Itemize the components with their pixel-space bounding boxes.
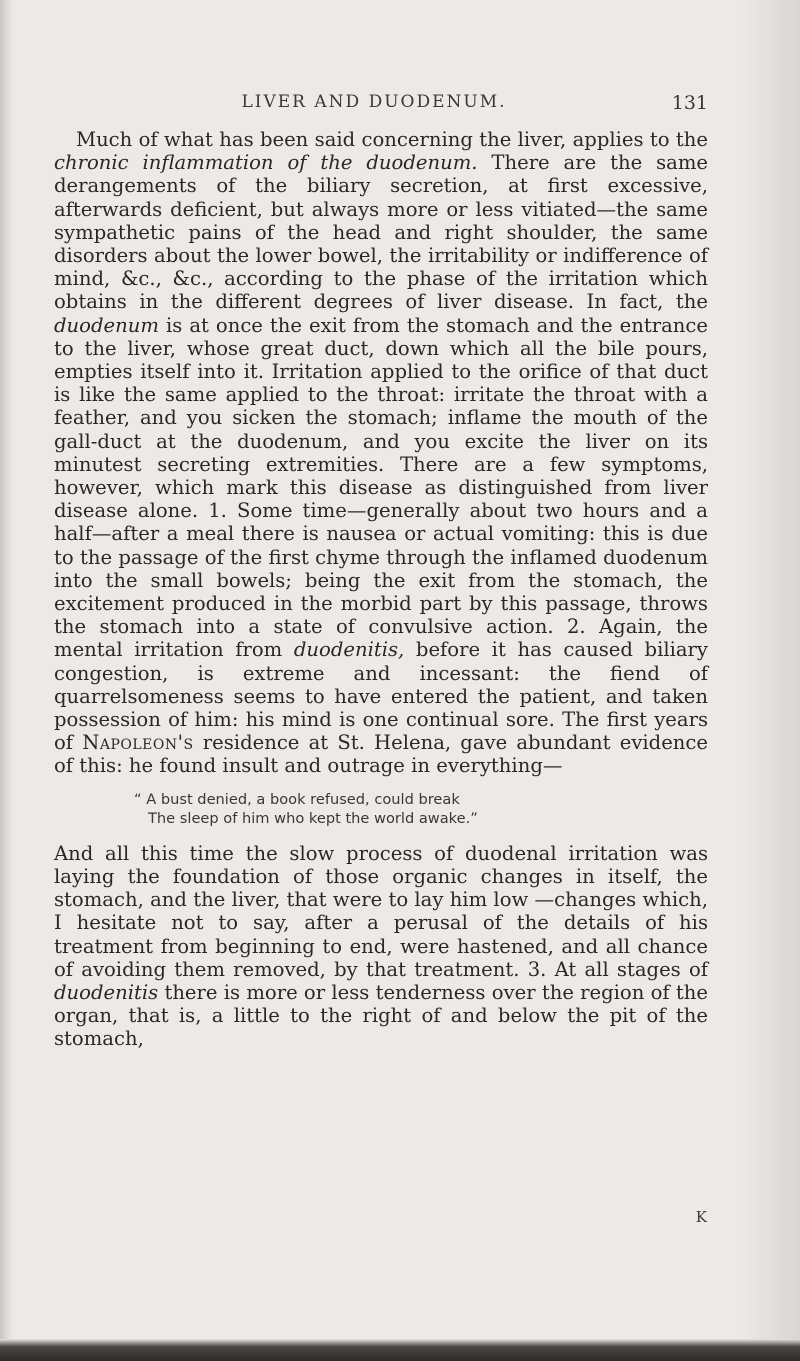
text-run: Much of what has been said concerning the liver, applies to the: [76, 128, 708, 151]
verse-quotation: [54, 790, 708, 828]
text-run: residence at St. Helena, gave abundant evidence of this: he found insult and outrage in everything—: [54, 731, 708, 778]
italic-phrase: duodenum: [54, 313, 159, 337]
paragraph-duodenal-irritation: [54, 842, 708, 1051]
text-run: is at once the exit from the stomach and the entrance to the liver, whose great duct, down which all the bile pours, empties itself into it. Irritation applied to the orifice of that duct is like the same applied to the throat: irritate the throat with a feather, and you sicken the stomach; inflame the mouth of the gall-duct at the duodenum, and you excite the liver on its minutest secreting extremities. There are a few symptoms, however, which mark this disease as distinguished from liver disease alone. 1. Some time—generally about two hours and a half—after a meal there is nausea or actual vomiting: this is due to the passage of the first chyme through the inflamed duodenum into the small bowels; being the exit from the stomach, the excitement produced in the morbid part by this passage, throws the stomach into a state of convulsive action. 2. Again, the mental irritation from: [54, 313, 708, 662]
italic-phrase: chronic inflammation of the duodenum.: [54, 151, 478, 175]
text-run: And all this time the slow process of duodenal irritation was laying the foundation of those organic changes in itself, the stomach, and the liver, that were to lay him low —changes which, I hesitate not to say, after a perusal of the details of his treatment from beginning to end, were hastened, and all chance of avoiding them removed, by that treatment. 3. At all stages of: [54, 841, 708, 981]
page-edge-shadow-left: [0, 0, 14, 1361]
paragraph-chronic-duodenum: [54, 128, 708, 778]
page-edge-shadow-right: [740, 0, 800, 1361]
running-head-title: LIVER AND DUODENUM.: [241, 92, 507, 112]
quote-line-1: “ A bust denied, a book refused, could break: [134, 790, 460, 808]
italic-phrase: duodenitis: [54, 980, 159, 1004]
signature-mark: K: [695, 1208, 708, 1226]
page-number: 131: [671, 92, 708, 114]
text-run: before it has caused biliary congestion, is extreme and incessant: the fiend of quarrelsomeness seems to have entered the patient, and taken possession of him: his mind is one continual sore. The first years of: [54, 638, 708, 755]
scan-bottom-edge: [0, 1339, 800, 1361]
quote-line-2: The sleep of him who kept the world awake.”: [148, 809, 478, 827]
italic-phrase: duodenitis,: [293, 638, 405, 662]
small-caps-name: Napoleon's: [82, 731, 194, 755]
text-run: there is more or less tenderness over the region of the organ, that is, a little to the right of and below the pit of the stomach,: [54, 980, 708, 1051]
body-text: [54, 128, 708, 1051]
text-run: There are the same derangements of the biliary secretion, at first excessive, afterwards deficient, but always more or less vitiated—the same sympathetic pains of the head and right shoulder, the same disorders about the lower bowel, the irritability or indifference of mind, &c., &c., according to the phase of the irritation which obtains in the different degrees of liver disease. In fact, the: [54, 151, 708, 314]
running-head: [40, 92, 708, 122]
